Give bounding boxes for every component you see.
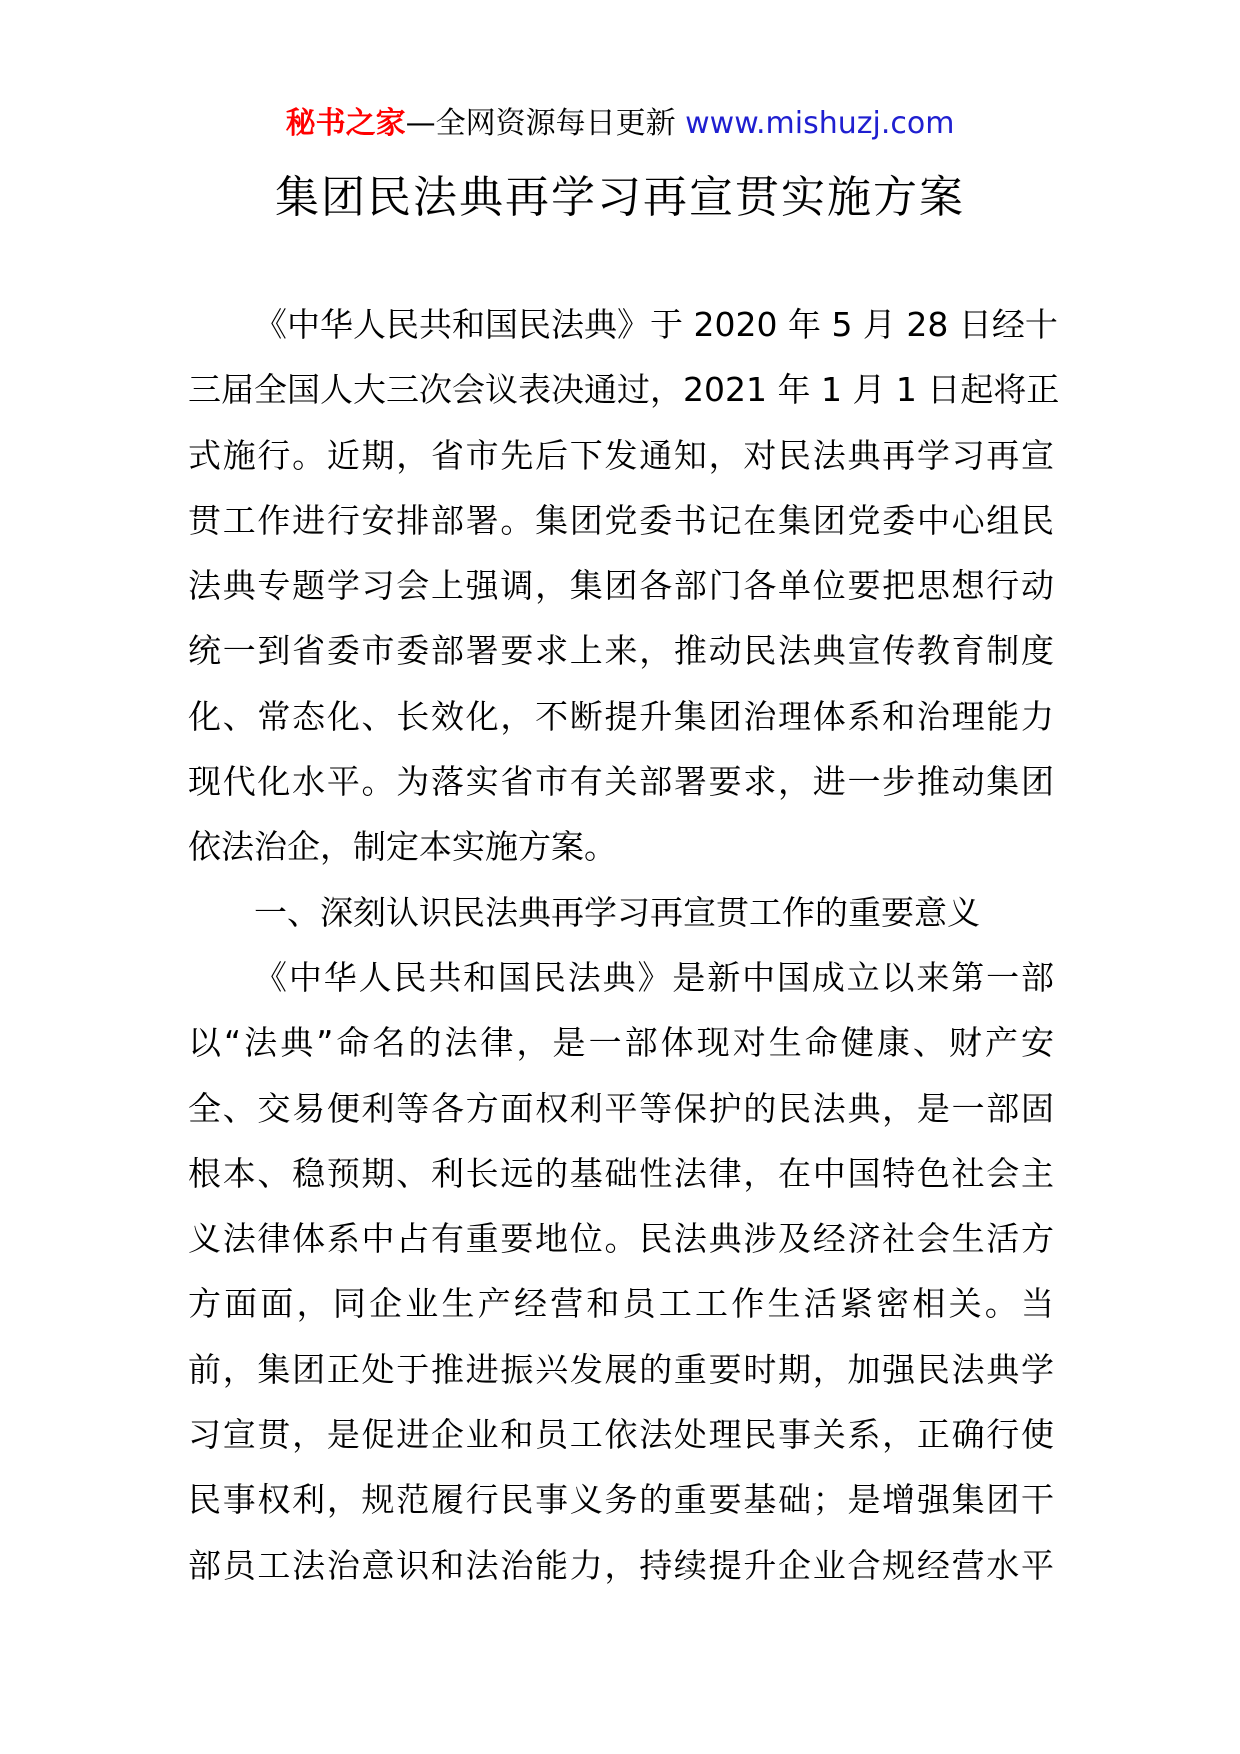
brand-name: 秘书之家: [285, 106, 406, 141]
paragraph-2-line-6: 方面面，同企业生产经营和员工工作生活紧密相关。当: [188, 1284, 1054, 1324]
paragraph-2-line-1: 《中华人民共和国民法典》是新中国成立以来第一部: [254, 957, 1054, 997]
site-slogan: —全网资源每日更新: [405, 106, 686, 141]
paragraph-2-line-4: 根本、稳预期、利长远的基础性法律，在中国特色社会主: [188, 1153, 1054, 1193]
paragraph-1-line-4: 贯工作进行安排部署。集团党委书记在集团党委中心组民: [188, 500, 1054, 540]
section-heading-1: 一、深刻认识民法典再学习再宣贯工作的重要意义: [254, 892, 980, 932]
paragraph-2-line-5: 义法律体系中占有重要地位。民法典涉及经济社会生活方: [188, 1219, 1054, 1259]
paragraph-1-line-1: 《中华人民共和国民法典》于 2020 年 5 月 28 日经十: [254, 305, 1058, 344]
site-url-link[interactable]: www.mishuzj.com: [685, 106, 955, 141]
paragraph-2-line-9: 民事权利，规范履行民事义务的重要基础；是增强集团干: [188, 1480, 1054, 1520]
paragraph-2-line-3: 全、交易便利等各方面权利平等保护的民法典，是一部固: [188, 1088, 1054, 1128]
site-header: [0, 104, 1240, 144]
paragraph-1-line-9: 依法治企，制定本实施方案。: [188, 827, 617, 867]
paragraph-1-line-6: 统一到省委市委部署要求上来，推动民法典宣传教育制度: [188, 631, 1054, 671]
paragraph-1-line-3: 式施行。近期，省市先后下发通知，对民法典再学习再宣: [188, 435, 1054, 475]
document-title: 集团民法典再学习再宣贯实施方案: [275, 172, 965, 223]
paragraph-1-line-5: 法典专题学习会上强调，集团各部门各单位要把思想行动: [188, 566, 1054, 606]
paragraph-2-line-2: 以“法典”命名的法律，是一部体现对生命健康、财产安: [188, 1023, 1054, 1063]
paragraph-2-line-7: 前，集团正处于推进振兴发展的重要时期，加强民法典学: [188, 1349, 1054, 1389]
paragraph-1-line-8: 现代化水平。为落实省市有关部署要求，进一步推动集团: [188, 762, 1054, 802]
paragraph-1-line-7: 化、常态化、长效化，不断提升集团治理体系和治理能力: [188, 696, 1054, 736]
document-body: [188, 292, 1060, 1598]
paragraph-1-line-2: 三届全国人大三次会议表决通过，2021 年 1 月 1 日起将正: [188, 370, 1060, 410]
paragraph-2-line-10: 部员工法治意识和法治能力，持续提升企业合规经营水平: [188, 1545, 1054, 1585]
paragraph-2-line-8: 习宣贯，是促进企业和员工依法处理民事关系，正确行使: [188, 1415, 1054, 1455]
